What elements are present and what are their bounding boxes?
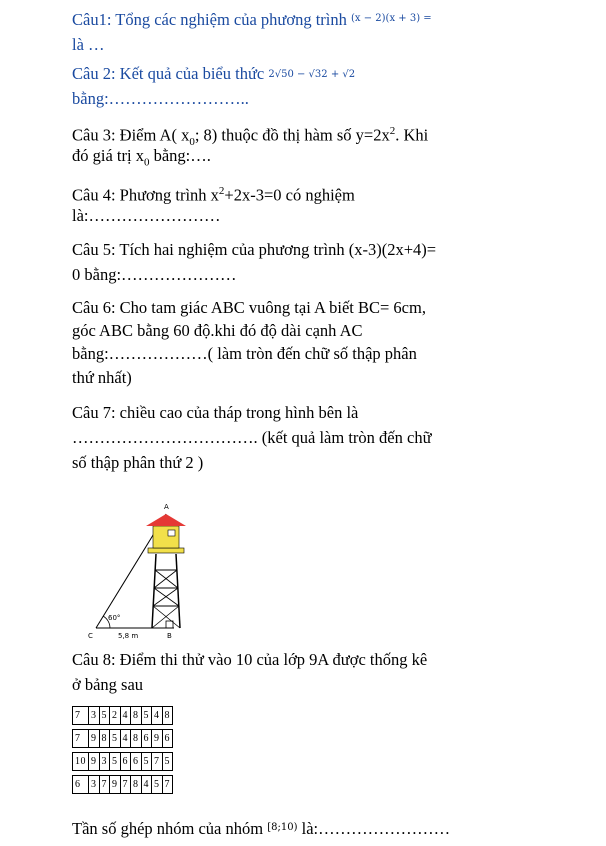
- q3-text-b: ; 8) thuộc đồ thị hàm số y=2x: [194, 125, 390, 145]
- distance-label: 5,8 m: [118, 632, 139, 640]
- q8-line2: ở bảng sau: [72, 675, 144, 694]
- q8-bottom-answer: là:……………………: [301, 819, 451, 838]
- table-cell: 7: [73, 707, 89, 725]
- tower-cross-brace: [152, 606, 179, 628]
- table-cell: 8: [131, 776, 142, 794]
- table-cell: 6: [162, 730, 173, 748]
- table-cell: 3: [99, 753, 110, 771]
- q2-line2: bằng:……………………..: [72, 89, 249, 108]
- table-cell: 7: [162, 776, 173, 794]
- tower-figure: [86, 500, 186, 642]
- table-cell: 6: [120, 753, 131, 771]
- table-cell: 9: [89, 730, 100, 748]
- table-cell: 7: [73, 730, 89, 748]
- q3-text-c: . Khi: [395, 125, 429, 145]
- q8-bottom-text: Tần số ghép nhóm của nhóm: [72, 819, 264, 838]
- table-cell: 3: [89, 707, 100, 725]
- table-row: [73, 730, 173, 748]
- tower-left-leg: [152, 554, 156, 628]
- table-cell: 8: [162, 707, 173, 725]
- table-cell: 5: [110, 753, 121, 771]
- q3-line2-a: đó giá trị x: [72, 146, 144, 165]
- question-7: Câu 7: chiều cao của tháp trong hình bên là: [72, 403, 359, 422]
- cabin-window: [168, 530, 175, 536]
- question-8: Câu 8: Điểm thi thử vào 10 của lớp 9A được thống kê: [72, 650, 428, 669]
- q3-line2-sub: 0: [143, 156, 150, 169]
- q3-line2: [72, 146, 211, 172]
- tower-cabin: [153, 526, 179, 548]
- q4-text-b: +2x-3=0 có nghiệm: [224, 185, 355, 205]
- table-cell: 5: [162, 753, 173, 771]
- tower-platform: [148, 548, 184, 553]
- table-cell: 9: [89, 753, 100, 771]
- q7-line3: số thập phân thứ 2 ): [72, 453, 204, 472]
- table-cell: 5: [152, 776, 163, 794]
- q5-line2: 0 bằng:…………………: [72, 265, 237, 284]
- label-c: C: [88, 632, 93, 640]
- table-cell: 9: [152, 730, 163, 748]
- tower-cross-brace: [153, 606, 180, 628]
- q6-line2: góc ABC bằng 60 độ.khi đó độ dài cạnh AC: [72, 321, 363, 340]
- tower-right-leg: [176, 554, 180, 628]
- q4-text-a: Câu 4: Phương trình x: [72, 185, 219, 205]
- angle-label: 60°: [108, 614, 121, 622]
- table-cell: 5: [99, 707, 110, 725]
- table-row: [73, 753, 173, 771]
- table-row: [73, 776, 173, 794]
- q1-text: Câu1: Tổng các nghiệm của phương trình: [72, 10, 347, 29]
- table-cell: 6: [73, 776, 89, 794]
- q3-text-a: Câu 3: Điểm A( x: [72, 125, 190, 145]
- q7-line2: ……………………………. (kết quả làm tròn đến chữ: [72, 428, 432, 447]
- table-cell: 4: [141, 776, 152, 794]
- question-5: Câu 5: Tích hai nghiệm của phương trình (x-3)(2x+4)=: [72, 240, 437, 259]
- q3-line2-b: bằng:….: [149, 146, 211, 165]
- label-a: A: [164, 503, 169, 511]
- table-cell: 9: [110, 776, 121, 794]
- tower-cross-brace: [154, 570, 177, 588]
- table-cell: 5: [141, 753, 152, 771]
- q2-text: Câu 2: Kết quả của biểu thức: [72, 64, 265, 83]
- table-cell: 8: [99, 730, 110, 748]
- q8-interval: [8;10): [267, 822, 298, 833]
- table-cell: 7: [120, 776, 131, 794]
- label-b: B: [167, 632, 172, 640]
- question-6: Câu 6: Cho tam giác ABC vuông tại A biết BC= 6cm,: [72, 298, 426, 317]
- table-cell: 4: [152, 707, 163, 725]
- question-2: [72, 64, 355, 87]
- q6-line3: bằng:………………( làm tròn đến chữ số thập phân: [72, 344, 417, 363]
- q4-sup: 2: [218, 185, 225, 197]
- table-row: [73, 707, 173, 725]
- table-cell: 7: [152, 753, 163, 771]
- table-cell: 2: [110, 707, 121, 725]
- table-cell: 5: [141, 707, 152, 725]
- table-cell: 6: [141, 730, 152, 748]
- tower-cross-brace: [153, 588, 178, 606]
- q3-sub: 0: [189, 135, 195, 148]
- q2-expression: 2√50 − √32 + √2: [268, 69, 356, 80]
- q1-line2: là …: [72, 35, 105, 54]
- score-table: [72, 706, 173, 794]
- tower-roof: [146, 514, 186, 526]
- q3-sup: 2: [389, 125, 396, 137]
- q4-line2: là:……………………: [72, 206, 221, 225]
- q6-line4: thứ nhất): [72, 368, 132, 387]
- q8-bottom-line: [72, 819, 450, 842]
- tower-cross-brace: [155, 570, 178, 588]
- tower-cross-brace: [154, 588, 179, 606]
- table-cell: 4: [120, 707, 131, 725]
- question-4: [72, 181, 355, 206]
- table-cell: 8: [131, 730, 142, 748]
- question-1: [72, 10, 432, 33]
- table-cell: 3: [89, 776, 100, 794]
- table-cell: 4: [120, 730, 131, 748]
- table-cell: 6: [131, 753, 142, 771]
- table-cell: 5: [110, 730, 121, 748]
- q1-expression: (x − 2)(x + 3) =: [351, 13, 432, 24]
- table-cell: 8: [131, 707, 142, 725]
- table-cell: 7: [99, 776, 110, 794]
- table-cell: 10: [73, 753, 89, 771]
- right-angle-mark: [166, 621, 173, 628]
